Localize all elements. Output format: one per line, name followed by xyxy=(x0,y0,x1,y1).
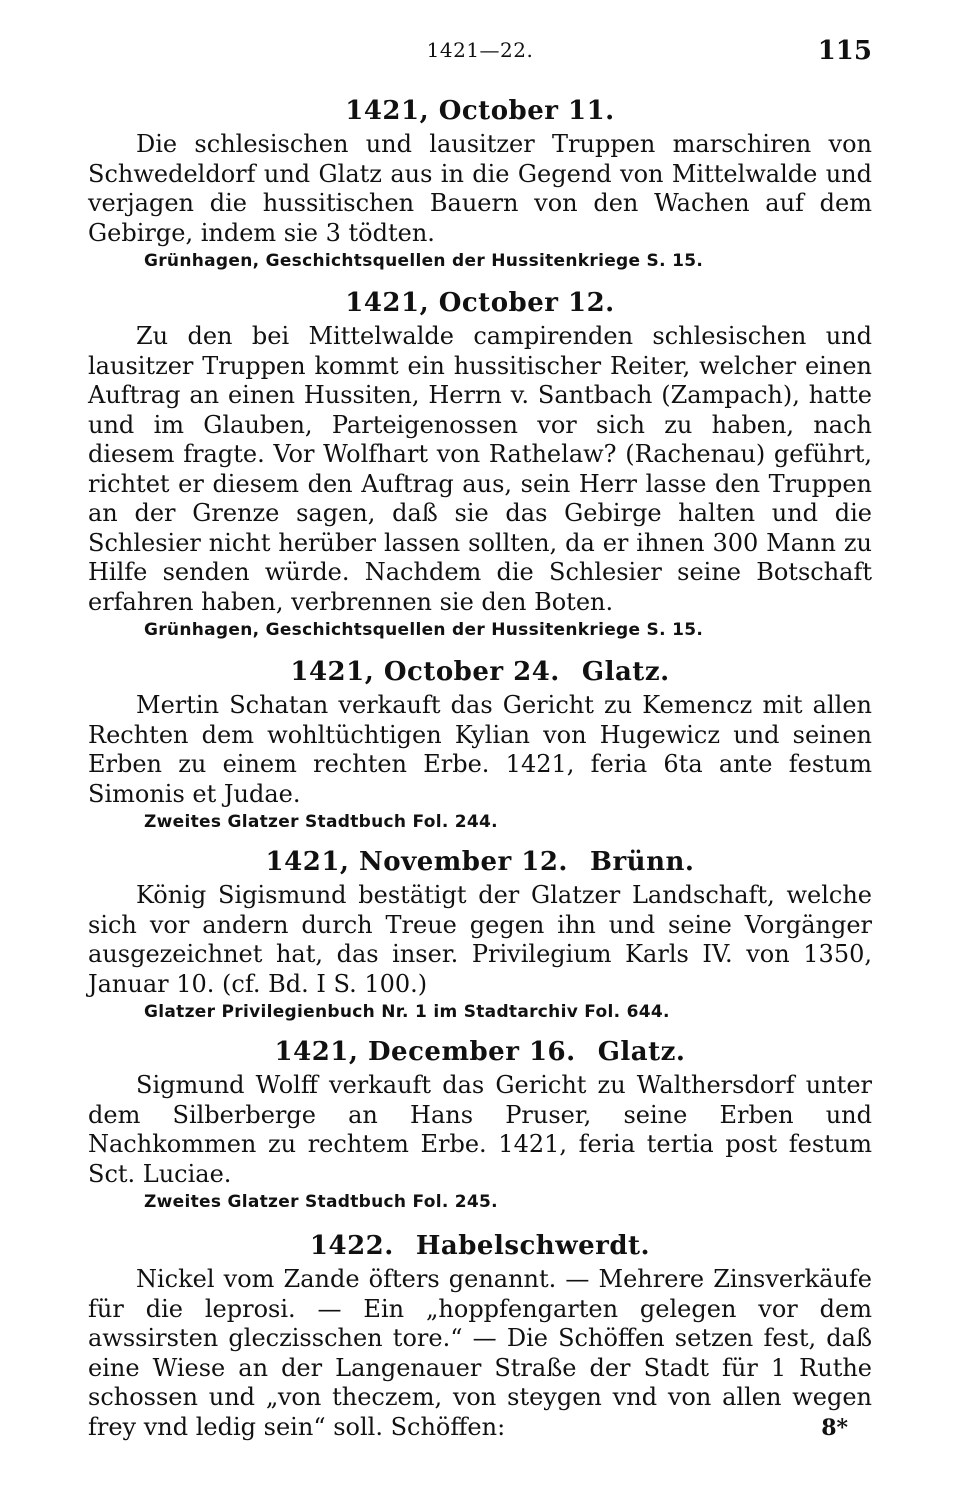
entry-heading xyxy=(88,845,872,879)
entry-1421-october-11 xyxy=(88,94,872,274)
entry-place: Glatz. xyxy=(581,657,670,687)
running-header xyxy=(0,38,960,68)
entry-text: Die schlesischen und lausitzer Truppen marschiren von Schwedeldorf und Glatz aus in die Gegend von Mittelwalde und verjagen die hussitischen Bauern von den Wachen auf dem Gebirge, indem sie 3 tödten. xyxy=(88,130,872,247)
entry-text: Sigmund Wolff verkauft das Gericht zu Walthersdorf unter dem Silberberge an Hans Pruser, seine Erben und Nachkommen zu rechtem Erbe. 1421, feria tertia post festum Sct. Luciae. xyxy=(88,1071,872,1188)
entry-1421-november-12 xyxy=(88,845,872,1025)
running-title: 1421—22. xyxy=(426,38,534,62)
entry-date: 1422. xyxy=(309,1231,394,1261)
entries xyxy=(88,94,872,1442)
entry-1422 xyxy=(88,1229,872,1442)
page-number: 115 xyxy=(817,36,872,66)
entry-date: 1421, October 11. xyxy=(345,96,615,126)
entry-date: 1421, October 24. xyxy=(290,657,560,687)
entry-1421-december-16 xyxy=(88,1035,872,1215)
entry-1421-october-24 xyxy=(88,655,872,835)
entry-1421-october-12 xyxy=(88,286,872,643)
entry-place: Brünn. xyxy=(590,847,695,877)
entry-place: Glatz. xyxy=(597,1037,686,1067)
entry-heading xyxy=(88,94,872,128)
entry-place: Habelschwerdt. xyxy=(415,1231,651,1261)
entry-source: Grünhagen, Geschichtsquellen der Hussitenkriege S. 15. xyxy=(144,620,704,640)
entry-source: Zweites Glatzer Stadtbuch Fol. 244. xyxy=(144,812,498,832)
entry-text: Mertin Schatan verkauft das Gericht zu Kemencz mit allen Rechten dem wohltüchtigen Kylian von Hugewicz und seinen Erben zu einem rechten Erbe. 1421, feria 6ta ante festum Simonis et Judae. xyxy=(88,691,872,808)
entry-source: Zweites Glatzer Stadtbuch Fol. 245. xyxy=(144,1192,498,1212)
entry-heading xyxy=(88,655,872,689)
entry-text: Nickel vom Zande öfters genannt. — Mehrere Zinsverkäufe für die leprosi. — Ein „hoppfengarten gelegen vor dem awssirsten gleczisschen tore.“ — Die Schöffen setzen fest, daß eine Wiese an der Langenauer Straße der Stadt für 1 Ruthe schossen und „von theczem, von steygen vnd von allen wegen frey vnd ledig sein“ soll. Schöffen: xyxy=(88,1265,872,1441)
entry-heading xyxy=(88,1229,872,1263)
signature-mark: 8* xyxy=(821,1415,848,1441)
entry-heading xyxy=(88,1035,872,1069)
entry-date: 1421, October 12. xyxy=(345,288,615,318)
entry-source: Glatzer Privilegienbuch Nr. 1 im Stadtarchiv Fol. 644. xyxy=(144,1002,670,1022)
entry-heading xyxy=(88,286,872,320)
entry-source: Grünhagen, Geschichtsquellen der Hussitenkriege S. 15. xyxy=(144,251,704,271)
entry-date: 1421, November 12. xyxy=(265,847,568,877)
entry-date: 1421, December 16. xyxy=(274,1037,576,1067)
entry-text: Zu den bei Mittelwalde campirenden schlesischen und lausitzer Truppen kommt ein hussitischer Reiter, welcher einen Auftrag an einen Hussiten, Herrn v. Santbach (Zampach), hatte und im Glauben, Parteigenossen vor sich zu haben, nach diesem fragte. Vor Wolfhart von Rathelaw? (Rachenau) geführt, richtet er diesem den Auftrag aus, sein Herr lasse den Truppen an der Grenze sagen, daß sie das Gebirge halten und die Schlesier nicht herüber lassen sollten, da er ihnen 300 Mann zu Hilfe senden würde. Nachdem die Schlesier seine Botschaft erfahren haben, verbrennen sie den Boten. xyxy=(88,322,872,616)
entry-text: König Sigismund bestätigt der Glatzer Landschaft, welche sich vor andern durch Treue gegen ihn und seine Vorgänger ausgezeichnet hat, das inser. Privilegium Karls IV. von 1350, Januar 10. (cf. Bd. I S. 100.) xyxy=(88,881,872,998)
